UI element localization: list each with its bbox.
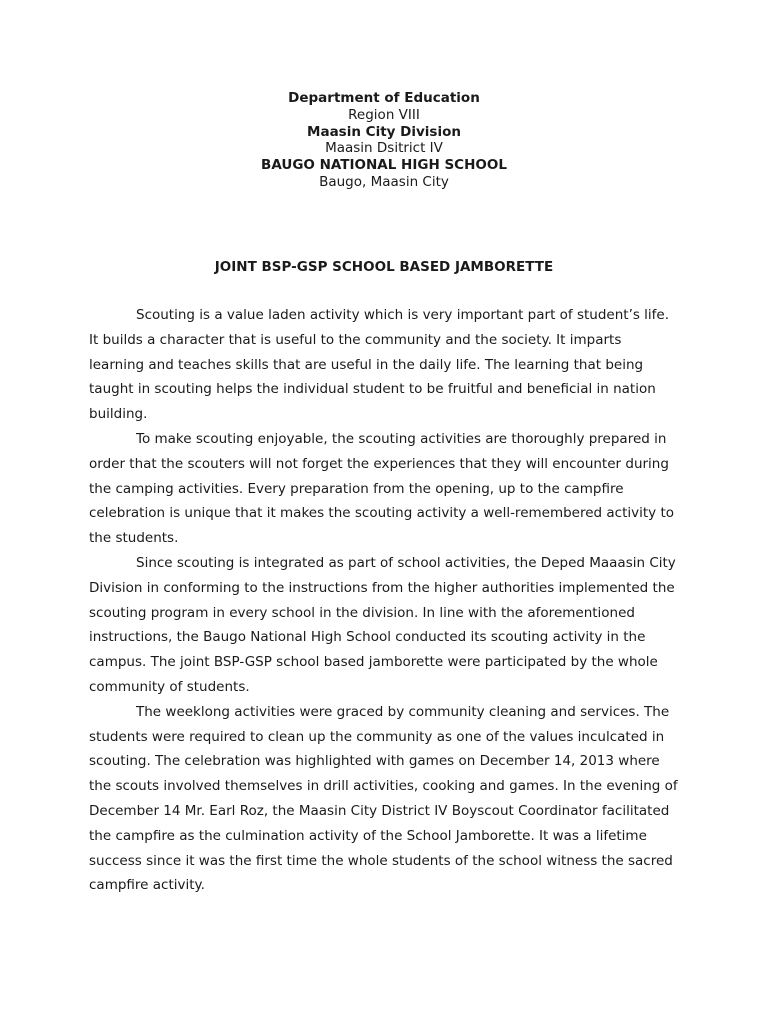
letterhead-division: Maasin City Division xyxy=(307,123,461,140)
letterhead xyxy=(0,90,768,191)
document-title: JOINT BSP-GSP SCHOOL BASED JAMBORETTE xyxy=(214,259,554,275)
body-paragraph-1: Scouting is a value laden activity which is very important part of student’s life. It builds a character that is useful to the community and the society. It imparts learning and teaches skills that are useful in the daily life. The learning that being taught in scouting helps the individual student to be fruitful and beneficial in nation building. xyxy=(89,307,670,423)
document-body xyxy=(89,303,679,898)
letterhead-district: Maasin Dsitrict IV xyxy=(325,140,443,157)
body-paragraph-3: Since scouting is integrated as part of school activities, the Deped Maaasin City Division in conforming to the instructions from the higher authorities implemented the scouting program in every school in the division. In line with the aforementioned instructions, the Baugo National High School conducted its scouting activity in the campus. The joint BSP-GSP school based jamborette were participated by the whole community of students. xyxy=(89,554,676,695)
letterhead-region: Region VIII xyxy=(348,106,420,123)
letterhead-department: Department of Education xyxy=(288,90,480,106)
letterhead-address: Baugo, Maasin City xyxy=(319,173,449,190)
body-paragraph-2: To make scouting enjoyable, the scouting activities are thoroughly prepared in order that the scouters will not forget the experiences that they will encounter during the camping activities. Every preparation from the opening, up to the campfire celebration is unique that it makes the scouting activity a well-remembered activity to the students. xyxy=(89,430,675,547)
letterhead-school: BAUGO NATIONAL HIGH SCHOOL xyxy=(261,157,507,174)
body-paragraph-4: The weeklong activities were graced by community cleaning and services. The students were required to clean up the community as one of the values inculcated in scouting. The celebration was highlighted with games on December 14, 2013 where the scouts involved themselves in drill activities, cooking and games. In the evening of December 14 Mr. Earl Roz, the Maasin City District IV Boyscout Coordinator facilitated the campfire as the culmination activity of the School Jamborette. It was a lifetime success since it was the first time the whole students of the school witness the sacred campfire activity. xyxy=(89,703,678,894)
